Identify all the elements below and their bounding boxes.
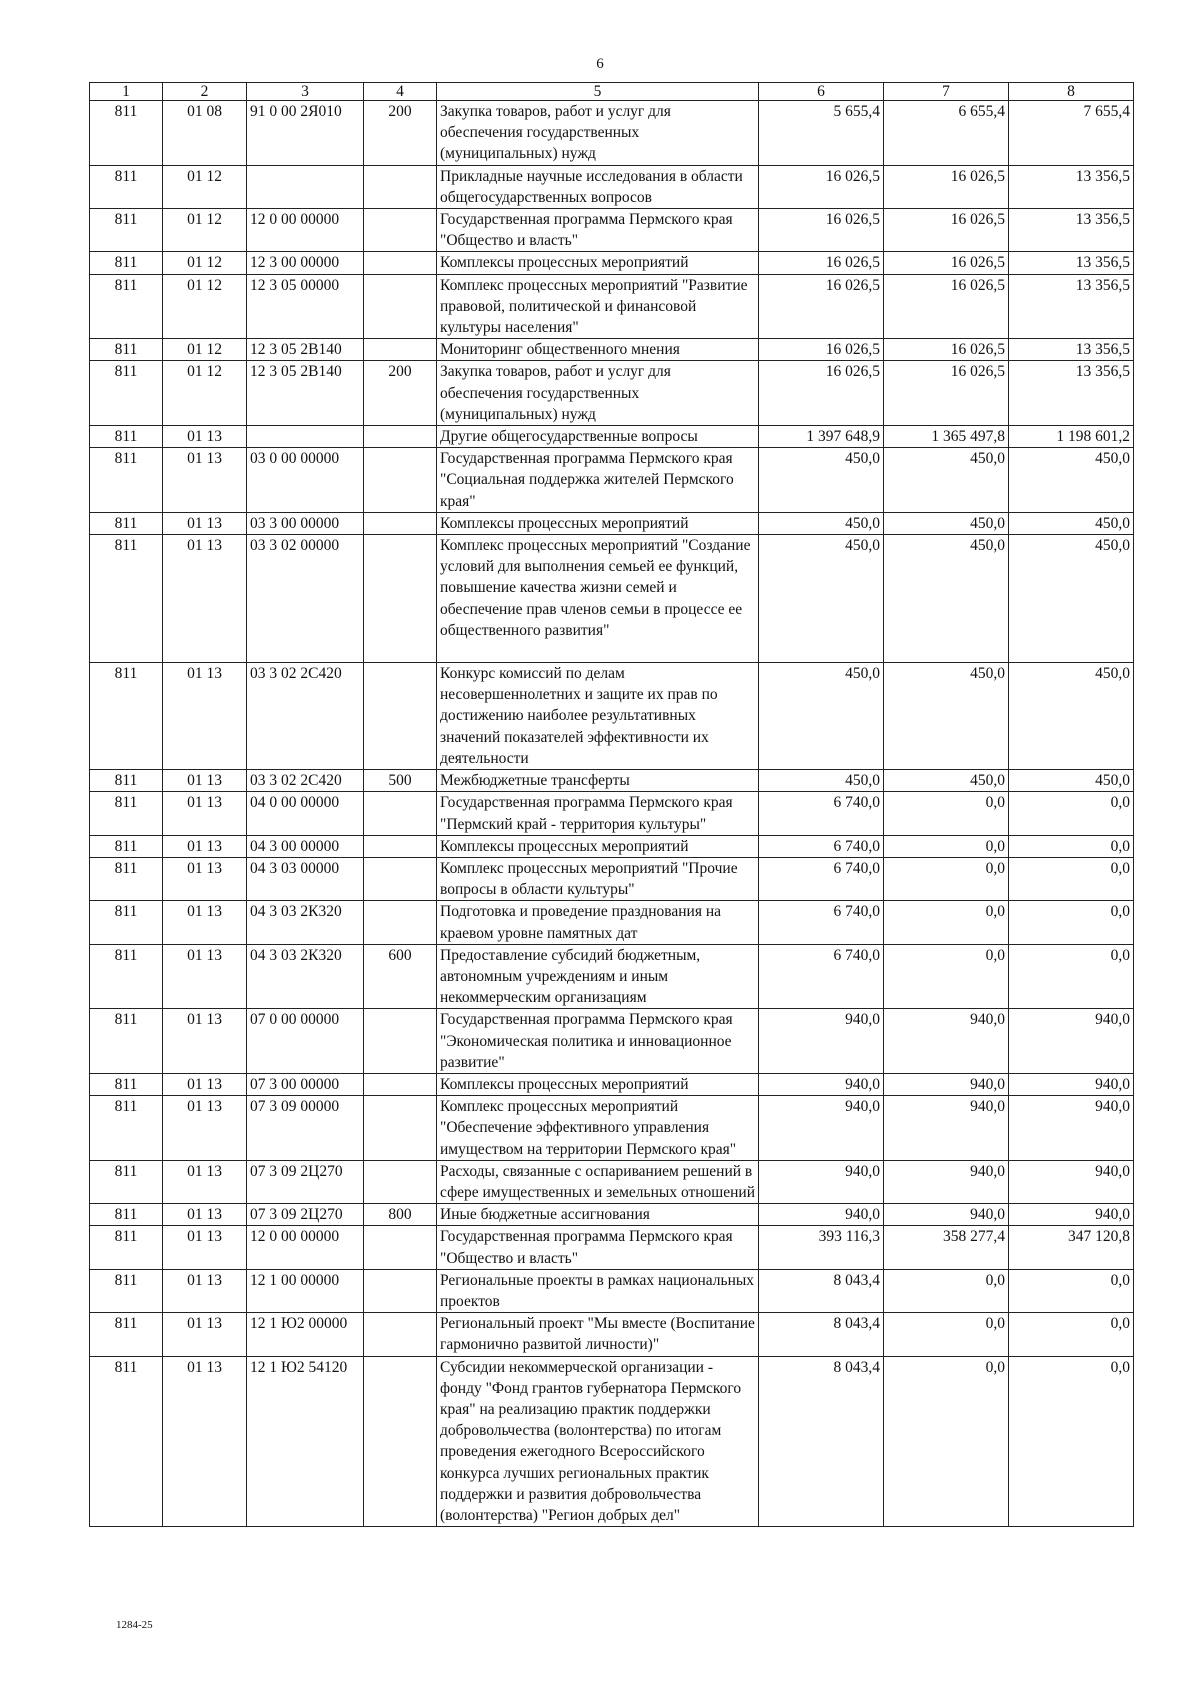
amount-year2-cell: 940,0 xyxy=(884,1204,1009,1226)
amount-year2-cell: 16 026,5 xyxy=(884,361,1009,426)
amount-year1-cell: 393 116,3 xyxy=(759,1226,884,1269)
amount-year1-cell: 450,0 xyxy=(759,663,884,770)
admin-code-cell: 811 xyxy=(90,835,163,857)
table-row xyxy=(90,101,1134,166)
target-article-cell: 91 0 00 2Я010 xyxy=(247,101,364,166)
admin-code-cell: 811 xyxy=(90,252,163,274)
amount-year3-cell: 450,0 xyxy=(1009,512,1134,534)
admin-code-cell: 811 xyxy=(90,1269,163,1312)
amount-year3-cell: 0,0 xyxy=(1009,835,1134,857)
table-row xyxy=(90,1356,1134,1527)
amount-year2-cell: 0,0 xyxy=(884,835,1009,857)
target-article-cell: 04 0 00 00000 xyxy=(247,792,364,835)
section-code-cell: 01 13 xyxy=(163,1356,247,1527)
amount-year2-cell: 16 026,5 xyxy=(884,209,1009,252)
column-header: 6 xyxy=(759,83,884,101)
amount-year3-cell: 13 356,5 xyxy=(1009,274,1134,339)
table-row xyxy=(90,1160,1134,1203)
amount-year2-cell: 16 026,5 xyxy=(884,274,1009,339)
section-code-cell: 01 13 xyxy=(163,1009,247,1074)
expense-type-cell: 200 xyxy=(364,101,437,166)
admin-code-cell: 811 xyxy=(90,1073,163,1095)
section-code-cell: 01 13 xyxy=(163,1269,247,1312)
admin-code-cell: 811 xyxy=(90,901,163,944)
amount-year2-cell: 450,0 xyxy=(884,535,1009,663)
target-article-cell: 03 0 00 00000 xyxy=(247,448,364,513)
description-cell: Комплексы процессных мероприятий xyxy=(437,512,759,534)
column-header: 8 xyxy=(1009,83,1134,101)
column-header: 4 xyxy=(364,83,437,101)
amount-year2-cell: 940,0 xyxy=(884,1073,1009,1095)
table-row xyxy=(90,1096,1134,1161)
target-article-cell: 12 1 Ю2 00000 xyxy=(247,1313,364,1356)
description-cell: Мониторинг общественного мнения xyxy=(437,339,759,361)
page-number: 6 xyxy=(596,56,604,72)
amount-year1-cell: 6 740,0 xyxy=(759,944,884,1009)
amount-year3-cell: 0,0 xyxy=(1009,1269,1134,1312)
amount-year3-cell: 13 356,5 xyxy=(1009,209,1134,252)
target-article-cell xyxy=(247,165,364,208)
description-cell: Иные бюджетные ассигнования xyxy=(437,1204,759,1226)
target-article-cell: 12 1 00 00000 xyxy=(247,1269,364,1312)
target-article-cell: 04 3 00 00000 xyxy=(247,835,364,857)
description-cell: Комплексы процессных мероприятий xyxy=(437,252,759,274)
admin-code-cell: 811 xyxy=(90,512,163,534)
amount-year1-cell: 16 026,5 xyxy=(759,339,884,361)
amount-year3-cell: 450,0 xyxy=(1009,770,1134,792)
section-code-cell: 01 13 xyxy=(163,1204,247,1226)
section-code-cell: 01 13 xyxy=(163,1313,247,1356)
admin-code-cell: 811 xyxy=(90,1096,163,1161)
section-code-cell: 01 13 xyxy=(163,857,247,900)
amount-year1-cell: 8 043,4 xyxy=(759,1356,884,1527)
document-code: 1284-25 xyxy=(116,1619,153,1631)
amount-year2-cell: 16 026,5 xyxy=(884,339,1009,361)
amount-year1-cell: 5 655,4 xyxy=(759,101,884,166)
target-article-cell: 12 1 Ю2 54120 xyxy=(247,1356,364,1527)
column-header: 7 xyxy=(884,83,1009,101)
table-row xyxy=(90,339,1134,361)
description-cell: Государственная программа Пермского края "Общество и власть" xyxy=(437,209,759,252)
amount-year3-cell: 450,0 xyxy=(1009,663,1134,770)
expense-type-cell xyxy=(364,901,437,944)
description-cell: Прикладные научные исследования в области общегосударственных вопросов xyxy=(437,165,759,208)
target-article-cell: 03 3 02 00000 xyxy=(247,535,364,663)
expense-type-cell xyxy=(364,792,437,835)
admin-code-cell: 811 xyxy=(90,1356,163,1527)
admin-code-cell: 811 xyxy=(90,944,163,1009)
target-article-cell: 04 3 03 2К320 xyxy=(247,901,364,944)
section-code-cell: 01 13 xyxy=(163,1226,247,1269)
table-row xyxy=(90,1269,1134,1312)
amount-year3-cell: 0,0 xyxy=(1009,792,1134,835)
target-article-cell: 04 3 03 00000 xyxy=(247,857,364,900)
amount-year2-cell: 940,0 xyxy=(884,1009,1009,1074)
description-cell: Комплекс процессных мероприятий "Создание условий для выполнения семьей ее функций, повышение качества жизни семей и обеспечение прав членов семьи в процессе ее общественного развития" xyxy=(437,535,759,663)
description-cell: Комплекс процессных мероприятий "Обеспечение эффективного управления имуществом на территории Пермского края" xyxy=(437,1096,759,1161)
column-header: 1 xyxy=(90,83,163,101)
target-article-cell: 03 3 02 2С420 xyxy=(247,770,364,792)
amount-year3-cell: 940,0 xyxy=(1009,1096,1134,1161)
amount-year3-cell: 940,0 xyxy=(1009,1009,1134,1074)
section-code-cell: 01 12 xyxy=(163,361,247,426)
target-article-cell: 03 3 02 2С420 xyxy=(247,663,364,770)
amount-year3-cell: 1 198 601,2 xyxy=(1009,426,1134,448)
admin-code-cell: 811 xyxy=(90,663,163,770)
amount-year2-cell: 0,0 xyxy=(884,944,1009,1009)
target-article-cell: 12 3 00 00000 xyxy=(247,252,364,274)
amount-year1-cell: 450,0 xyxy=(759,770,884,792)
description-cell: Предоставление субсидий бюджетным, автономным учреждениям и иным некоммерческим организациям xyxy=(437,944,759,1009)
admin-code-cell: 811 xyxy=(90,448,163,513)
amount-year2-cell: 0,0 xyxy=(884,792,1009,835)
amount-year1-cell: 1 397 648,9 xyxy=(759,426,884,448)
table-row xyxy=(90,835,1134,857)
admin-code-cell: 811 xyxy=(90,339,163,361)
table-row xyxy=(90,944,1134,1009)
amount-year1-cell: 940,0 xyxy=(759,1204,884,1226)
section-code-cell: 01 12 xyxy=(163,339,247,361)
amount-year2-cell: 450,0 xyxy=(884,448,1009,513)
amount-year2-cell: 450,0 xyxy=(884,770,1009,792)
amount-year2-cell: 450,0 xyxy=(884,512,1009,534)
target-article-cell: 03 3 00 00000 xyxy=(247,512,364,534)
expense-type-cell xyxy=(364,663,437,770)
amount-year3-cell: 13 356,5 xyxy=(1009,165,1134,208)
section-code-cell: 01 13 xyxy=(163,535,247,663)
amount-year2-cell: 0,0 xyxy=(884,857,1009,900)
column-header: 3 xyxy=(247,83,364,101)
table-row xyxy=(90,1226,1134,1269)
target-article-cell: 04 3 03 2К320 xyxy=(247,944,364,1009)
section-code-cell: 01 12 xyxy=(163,252,247,274)
expense-type-cell xyxy=(364,339,437,361)
table-row xyxy=(90,426,1134,448)
amount-year3-cell: 0,0 xyxy=(1009,857,1134,900)
section-code-cell: 01 13 xyxy=(163,835,247,857)
amount-year3-cell: 13 356,5 xyxy=(1009,252,1134,274)
amount-year3-cell: 0,0 xyxy=(1009,944,1134,1009)
header-row xyxy=(90,83,1134,101)
expense-type-cell xyxy=(364,1356,437,1527)
expense-type-cell xyxy=(364,426,437,448)
target-article-cell: 12 0 00 00000 xyxy=(247,209,364,252)
amount-year3-cell: 13 356,5 xyxy=(1009,361,1134,426)
amount-year1-cell: 16 026,5 xyxy=(759,209,884,252)
expense-type-cell xyxy=(364,274,437,339)
description-cell: Закупка товаров, работ и услуг для обеспечения государственных (муниципальных) нужд xyxy=(437,361,759,426)
section-code-cell: 01 12 xyxy=(163,209,247,252)
description-cell: Комплекс процессных мероприятий "Прочие вопросы в области культуры" xyxy=(437,857,759,900)
target-article-cell: 07 0 00 00000 xyxy=(247,1009,364,1074)
target-article-cell: 12 0 00 00000 xyxy=(247,1226,364,1269)
admin-code-cell: 811 xyxy=(90,535,163,663)
amount-year1-cell: 6 740,0 xyxy=(759,857,884,900)
amount-year1-cell: 6 740,0 xyxy=(759,835,884,857)
target-article-cell: 07 3 00 00000 xyxy=(247,1073,364,1095)
target-article-cell: 12 3 05 2В140 xyxy=(247,339,364,361)
description-cell: Подготовка и проведение празднования на краевом уровне памятных дат xyxy=(437,901,759,944)
admin-code-cell: 811 xyxy=(90,1204,163,1226)
table-row xyxy=(90,535,1134,663)
table-row xyxy=(90,512,1134,534)
amount-year1-cell: 940,0 xyxy=(759,1160,884,1203)
amount-year1-cell: 450,0 xyxy=(759,448,884,513)
section-code-cell: 01 13 xyxy=(163,1160,247,1203)
expense-type-cell: 200 xyxy=(364,361,437,426)
description-cell: Государственная программа Пермского края "Общество и власть" xyxy=(437,1226,759,1269)
amount-year2-cell: 450,0 xyxy=(884,663,1009,770)
expense-type-cell xyxy=(364,535,437,663)
expense-type-cell: 600 xyxy=(364,944,437,1009)
section-code-cell: 01 13 xyxy=(163,792,247,835)
amount-year2-cell: 0,0 xyxy=(884,1269,1009,1312)
admin-code-cell: 811 xyxy=(90,857,163,900)
admin-code-cell: 811 xyxy=(90,101,163,166)
description-cell: Расходы, связанные с оспариванием решений в сфере имущественных и земельных отношений xyxy=(437,1160,759,1203)
amount-year1-cell: 16 026,5 xyxy=(759,361,884,426)
section-code-cell: 01 13 xyxy=(163,448,247,513)
table-row xyxy=(90,1313,1134,1356)
amount-year3-cell: 13 356,5 xyxy=(1009,339,1134,361)
expense-type-cell xyxy=(364,1096,437,1161)
expense-type-cell xyxy=(364,1226,437,1269)
admin-code-cell: 811 xyxy=(90,1160,163,1203)
amount-year1-cell: 940,0 xyxy=(759,1073,884,1095)
admin-code-cell: 811 xyxy=(90,792,163,835)
amount-year3-cell: 7 655,4 xyxy=(1009,101,1134,166)
description-cell: Комплексы процессных мероприятий xyxy=(437,1073,759,1095)
budget-table xyxy=(89,82,1134,1527)
expense-type-cell xyxy=(364,835,437,857)
amount-year2-cell: 0,0 xyxy=(884,1356,1009,1527)
amount-year1-cell: 450,0 xyxy=(759,512,884,534)
description-cell: Государственная программа Пермского края "Пермский край - территория культуры" xyxy=(437,792,759,835)
table-row xyxy=(90,1204,1134,1226)
description-cell: Межбюджетные трансферты xyxy=(437,770,759,792)
amount-year1-cell: 16 026,5 xyxy=(759,252,884,274)
target-article-cell: 07 3 09 00000 xyxy=(247,1096,364,1161)
target-article-cell: 12 3 05 2В140 xyxy=(247,361,364,426)
amount-year2-cell: 940,0 xyxy=(884,1096,1009,1161)
expense-type-cell xyxy=(364,209,437,252)
amount-year1-cell: 450,0 xyxy=(759,535,884,663)
admin-code-cell: 811 xyxy=(90,274,163,339)
description-cell: Комплексы процессных мероприятий xyxy=(437,835,759,857)
section-code-cell: 01 12 xyxy=(163,274,247,339)
table-row xyxy=(90,792,1134,835)
table-row xyxy=(90,361,1134,426)
amount-year3-cell: 0,0 xyxy=(1009,1356,1134,1527)
description-cell: Конкурс комиссий по делам несовершеннолетних и защите их прав по достижению наиболее результативных значений показателей эффективности их деятельности xyxy=(437,663,759,770)
amount-year3-cell: 940,0 xyxy=(1009,1160,1134,1203)
section-code-cell: 01 12 xyxy=(163,165,247,208)
section-code-cell: 01 13 xyxy=(163,512,247,534)
description-cell: Региональные проекты в рамках национальных проектов xyxy=(437,1269,759,1312)
description-cell: Закупка товаров, работ и услуг для обеспечения государственных (муниципальных) нужд xyxy=(437,101,759,166)
expense-type-cell xyxy=(364,1160,437,1203)
expense-type-cell xyxy=(364,1073,437,1095)
table-row xyxy=(90,209,1134,252)
table-row xyxy=(90,901,1134,944)
expense-type-cell xyxy=(364,1009,437,1074)
target-article-cell: 12 3 05 00000 xyxy=(247,274,364,339)
expense-type-cell: 800 xyxy=(364,1204,437,1226)
amount-year3-cell: 347 120,8 xyxy=(1009,1226,1134,1269)
description-cell: Субсидии некоммерческой организации - фонду "Фонд грантов губернатора Пермского края" на реализацию практик поддержки добровольчества (волонтерства) по итогам проведения ежегодного Всероссийского конкурса лучших региональных практик поддержки и развития добровольчества (волонтерства) "Регион добрых дел" xyxy=(437,1356,759,1527)
amount-year1-cell: 940,0 xyxy=(759,1096,884,1161)
expense-type-cell xyxy=(364,857,437,900)
expense-type-cell xyxy=(364,1313,437,1356)
admin-code-cell: 811 xyxy=(90,1313,163,1356)
amount-year3-cell: 450,0 xyxy=(1009,535,1134,663)
amount-year1-cell: 8 043,4 xyxy=(759,1269,884,1312)
amount-year1-cell: 16 026,5 xyxy=(759,274,884,339)
amount-year3-cell: 450,0 xyxy=(1009,448,1134,513)
amount-year2-cell: 940,0 xyxy=(884,1160,1009,1203)
amount-year1-cell: 16 026,5 xyxy=(759,165,884,208)
target-article-cell: 07 3 09 2Ц270 xyxy=(247,1160,364,1203)
admin-code-cell: 811 xyxy=(90,770,163,792)
expense-type-cell xyxy=(364,448,437,513)
section-code-cell: 01 13 xyxy=(163,901,247,944)
description-cell: Государственная программа Пермского края "Экономическая политика и инновационное развитие" xyxy=(437,1009,759,1074)
section-code-cell: 01 13 xyxy=(163,1073,247,1095)
section-code-cell: 01 13 xyxy=(163,944,247,1009)
amount-year2-cell: 6 655,4 xyxy=(884,101,1009,166)
amount-year3-cell: 940,0 xyxy=(1009,1204,1134,1226)
section-code-cell: 01 13 xyxy=(163,1096,247,1161)
section-code-cell: 01 13 xyxy=(163,426,247,448)
admin-code-cell: 811 xyxy=(90,1226,163,1269)
table-row xyxy=(90,857,1134,900)
admin-code-cell: 811 xyxy=(90,209,163,252)
section-code-cell: 01 13 xyxy=(163,770,247,792)
description-cell: Комплекс процессных мероприятий "Развитие правовой, политической и финансовой культуры населения" xyxy=(437,274,759,339)
column-header: 5 xyxy=(437,83,759,101)
amount-year3-cell: 940,0 xyxy=(1009,1073,1134,1095)
target-article-cell xyxy=(247,426,364,448)
expense-type-cell xyxy=(364,165,437,208)
amount-year2-cell: 16 026,5 xyxy=(884,252,1009,274)
table-body xyxy=(90,101,1134,1527)
admin-code-cell: 811 xyxy=(90,361,163,426)
expense-type-cell xyxy=(364,252,437,274)
target-article-cell: 07 3 09 2Ц270 xyxy=(247,1204,364,1226)
expense-type-cell xyxy=(364,1269,437,1312)
amount-year2-cell: 0,0 xyxy=(884,901,1009,944)
amount-year1-cell: 6 740,0 xyxy=(759,901,884,944)
table-row xyxy=(90,770,1134,792)
admin-code-cell: 811 xyxy=(90,426,163,448)
expense-type-cell: 500 xyxy=(364,770,437,792)
description-cell: Региональный проект "Мы вместе (Воспитание гармонично развитой личности)" xyxy=(437,1313,759,1356)
section-code-cell: 01 08 xyxy=(163,101,247,166)
section-code-cell: 01 13 xyxy=(163,663,247,770)
amount-year2-cell: 1 365 497,8 xyxy=(884,426,1009,448)
amount-year2-cell: 0,0 xyxy=(884,1313,1009,1356)
amount-year3-cell: 0,0 xyxy=(1009,1313,1134,1356)
column-header: 2 xyxy=(163,83,247,101)
amount-year1-cell: 8 043,4 xyxy=(759,1313,884,1356)
admin-code-cell: 811 xyxy=(90,1009,163,1074)
table-row xyxy=(90,165,1134,208)
table-row xyxy=(90,448,1134,513)
description-cell: Государственная программа Пермского края "Социальная поддержка жителей Пермского края" xyxy=(437,448,759,513)
table-row xyxy=(90,1073,1134,1095)
amount-year1-cell: 940,0 xyxy=(759,1009,884,1074)
table-row xyxy=(90,274,1134,339)
table-row xyxy=(90,1009,1134,1074)
amount-year2-cell: 16 026,5 xyxy=(884,165,1009,208)
table-row xyxy=(90,663,1134,770)
amount-year3-cell: 0,0 xyxy=(1009,901,1134,944)
amount-year1-cell: 6 740,0 xyxy=(759,792,884,835)
description-cell: Другие общегосударственные вопросы xyxy=(437,426,759,448)
table-row xyxy=(90,252,1134,274)
expense-type-cell xyxy=(364,512,437,534)
admin-code-cell: 811 xyxy=(90,165,163,208)
amount-year2-cell: 358 277,4 xyxy=(884,1226,1009,1269)
